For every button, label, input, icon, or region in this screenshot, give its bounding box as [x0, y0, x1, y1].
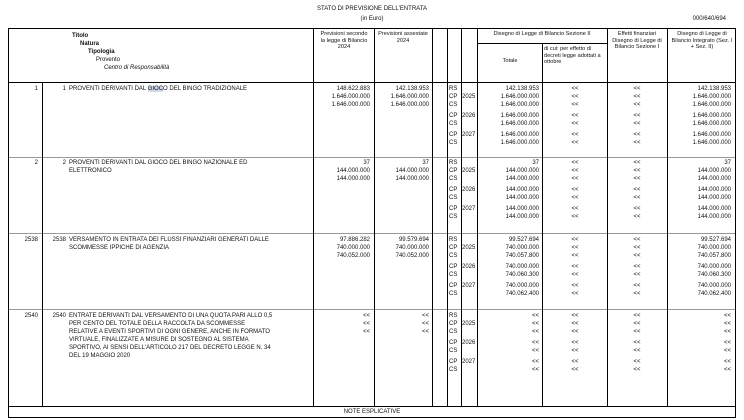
- row-code-b: 2540: [52, 313, 66, 319]
- row-description-line: ELETTRONICO: [69, 168, 112, 174]
- line-type-code: CP: [449, 168, 458, 174]
- di-cui-value: <<: [571, 214, 579, 220]
- line-year: 2026: [462, 264, 476, 270]
- totale-value: 1.646.000.000: [500, 132, 539, 138]
- header-di-cui: di cui: per effetto di decreti legge adottati a ottobre: [544, 46, 601, 66]
- row-description-line: ENTRATE DERIVANTI DAL VERSAMENTO DI UNA QUOTA PARI ALLO 0,5: [69, 313, 273, 319]
- di-cui-value: <<: [571, 94, 579, 100]
- line-type-code: CS: [449, 140, 458, 146]
- di-cui-value: <<: [571, 253, 579, 259]
- di-cui-value: <<: [571, 313, 579, 319]
- header-integrato: Disegno di Legge di Bilancio Integrato (Sez. I + Sez. II): [671, 31, 733, 51]
- line-year: 2026: [462, 187, 476, 193]
- line-year: 2027: [462, 206, 476, 212]
- row-code-a: 2538: [24, 237, 38, 243]
- row-code-a: 1: [34, 86, 38, 92]
- di-cui-value: <<: [571, 132, 579, 138]
- line-type-code: CS: [449, 121, 458, 127]
- integrato-value: 142.138.953: [697, 86, 731, 92]
- line-year: 2026: [462, 340, 476, 346]
- line-year: 2027: [462, 359, 476, 365]
- totale-value: 144.000.000: [505, 168, 539, 174]
- line-year: 2025: [462, 321, 476, 327]
- integrato-value: 1.646.000.000: [692, 132, 731, 138]
- row-code-a: 2: [34, 160, 38, 166]
- effetti-value: <<: [633, 195, 641, 201]
- prev-iniziali-value: <<: [362, 313, 370, 319]
- effetti-value: <<: [633, 176, 641, 182]
- totale-value: 144.000.000: [505, 214, 539, 220]
- di-cui-value: <<: [571, 121, 579, 127]
- integrato-value: 1.646.000.000: [692, 94, 731, 100]
- header-provento: Provento: [96, 57, 121, 63]
- prev-assestate-value: 99.579.694: [398, 237, 429, 243]
- prev-iniziali-value: 148.622.883: [336, 86, 370, 92]
- prev-iniziali-value: 1.646.000.000: [331, 102, 370, 108]
- integrato-value: <<: [723, 359, 731, 365]
- integrato-value: 144.000.000: [697, 168, 731, 174]
- integrato-value: 1.646.000.000: [692, 140, 731, 146]
- integrato-value: <<: [723, 321, 731, 327]
- prev-assestate-value: <<: [421, 321, 429, 327]
- totale-value: 1.646.000.000: [500, 140, 539, 146]
- effetti-value: <<: [633, 187, 641, 193]
- line-year: 2025: [462, 94, 476, 100]
- totale-value: 144.000.000: [505, 187, 539, 193]
- prev-iniziali-value: 740.000.000: [336, 245, 370, 251]
- line-type-code: CP: [449, 283, 458, 289]
- line-year: 2025: [462, 245, 476, 251]
- line-type-code: RS: [449, 237, 458, 243]
- integrato-value: 1.646.000.000: [692, 102, 731, 108]
- totale-value: 144.000.000: [505, 195, 539, 201]
- effetti-value: <<: [633, 160, 641, 166]
- di-cui-value: <<: [571, 102, 579, 108]
- effetti-value: <<: [633, 94, 641, 100]
- integrato-value: 1.646.000.000: [692, 113, 731, 119]
- line-type-code: RS: [449, 313, 458, 319]
- notes-heading: NOTE ESPLICATIVE: [343, 409, 401, 415]
- prev-assestate-value: 144.000.000: [395, 176, 429, 182]
- integrato-value: 144.000.000: [697, 176, 731, 182]
- effetti-value: <<: [633, 245, 641, 251]
- di-cui-value: <<: [571, 160, 579, 166]
- integrato-value: <<: [723, 313, 731, 319]
- line-type-code: CP: [449, 264, 458, 270]
- prev-iniziali-value: 37: [363, 160, 370, 166]
- effetti-value: <<: [633, 121, 641, 127]
- di-cui-value: <<: [571, 367, 579, 373]
- row-description-line: SPORTIVO, AI SENSI DELL'ARTICOLO 217 DEL DECRETO LEGGE N. 34: [69, 345, 271, 351]
- totale-value: 37: [532, 160, 539, 166]
- prev-assestate-value: 740.000.000: [395, 245, 429, 251]
- di-cui-value: <<: [571, 187, 579, 193]
- effetti-value: <<: [633, 329, 641, 335]
- effetti-value: <<: [633, 321, 641, 327]
- effetti-value: <<: [633, 264, 641, 270]
- row-code-b: 2: [62, 160, 66, 166]
- totale-value: 1.646.000.000: [500, 113, 539, 119]
- effetti-value: <<: [633, 86, 641, 92]
- integrato-value: 99.527.694: [700, 237, 731, 243]
- line-type-code: RS: [449, 86, 458, 92]
- integrato-value: 144.000.000: [697, 187, 731, 193]
- prev-assestate-value: 740.052.000: [395, 253, 429, 259]
- line-type-code: CP: [449, 206, 458, 212]
- header-tipologia: Tipologia: [88, 49, 115, 55]
- row-description: PROVENTI DERIVANTI DAL GIOCO DEL BINGO TRADIZIONALE: [69, 86, 248, 92]
- effetti-value: <<: [633, 237, 641, 243]
- line-type-code: CP: [449, 132, 458, 138]
- row-description-line: VERSAMENTO IN ENTRATA DEI FLUSSI FINANZIARI GENERATI DALLE: [69, 237, 269, 243]
- di-cui-value: <<: [571, 359, 579, 365]
- di-cui-value: <<: [571, 272, 579, 278]
- totale-value: 740.060.300: [505, 272, 539, 278]
- line-type-code: CP: [449, 245, 458, 251]
- page-title: STATO DI PREVISIONE DELL'ENTRATA: [317, 6, 427, 12]
- prev-iniziali-value: 97.886.282: [339, 237, 370, 243]
- effetti-value: <<: [633, 168, 641, 174]
- effetti-value: <<: [633, 313, 641, 319]
- totale-value: 1.646.000.000: [500, 102, 539, 108]
- totale-value: 740.000.000: [505, 283, 539, 289]
- line-type-code: CS: [449, 102, 458, 108]
- di-cui-value: <<: [571, 329, 579, 335]
- totale-value: 144.000.000: [505, 176, 539, 182]
- integrato-value: 37: [724, 160, 731, 166]
- header-centro: Centro di Responsabilità: [104, 65, 170, 71]
- integrato-value: 740.062.400: [697, 291, 731, 297]
- di-cui-value: <<: [571, 348, 579, 354]
- line-year: 2026: [462, 113, 476, 119]
- row-description-line: PROVENTI DERIVANTI DAL GIOCO DEL BINGO NAZIONALE ED: [69, 160, 248, 166]
- totale-value: <<: [531, 321, 539, 327]
- header-disegno-group: Disegno di Legge di Bilancio Sezione II: [493, 31, 591, 37]
- line-type-code: CS: [449, 329, 458, 335]
- line-type-code: CS: [449, 176, 458, 182]
- header-effetti: Effetti finanziari Disegno di Legge di Bilancio Sezione I: [612, 31, 662, 51]
- totale-value: 142.138.953: [505, 86, 539, 92]
- integrato-value: <<: [723, 329, 731, 335]
- line-year: 2025: [462, 168, 476, 174]
- prev-assestate-value: <<: [421, 329, 429, 335]
- prev-assestate-value: 1.646.000.000: [390, 94, 429, 100]
- row-description-line: VIRTUALE, FINALIZZATE A MISURE DI SOSTEGNO AL SISTEMA: [69, 337, 249, 343]
- effetti-value: <<: [633, 283, 641, 289]
- totale-value: 1.646.000.000: [500, 94, 539, 100]
- integrato-value: 740.000.000: [697, 245, 731, 251]
- effetti-value: <<: [633, 367, 641, 373]
- header-prev-assestate: Previsioni assestate 2024: [378, 31, 428, 44]
- line-type-code: RS: [449, 160, 458, 166]
- di-cui-value: <<: [571, 245, 579, 251]
- di-cui-value: <<: [571, 113, 579, 119]
- totale-value: <<: [531, 367, 539, 373]
- integrato-value: 740.000.000: [697, 283, 731, 289]
- effetti-value: <<: [633, 359, 641, 365]
- integrato-value: 144.000.000: [697, 214, 731, 220]
- row-code-b: 1: [62, 86, 66, 92]
- row-description-line: DEL 19 MAGGIO 2020: [69, 353, 131, 359]
- row-description-line: RELATIVE A EVENTI SPORTIVI DI OGNI GENERE, ANCHE IN FORMATO: [69, 329, 270, 335]
- effetti-value: <<: [633, 102, 641, 108]
- effetti-value: <<: [633, 206, 641, 212]
- row-description-line: SCOMMESSE IPPICHE DI AGENZIA: [69, 245, 170, 251]
- line-type-code: CP: [449, 187, 458, 193]
- line-year: 2027: [462, 132, 476, 138]
- document-code: 000/640/694: [692, 16, 726, 22]
- effetti-value: <<: [633, 340, 641, 346]
- prev-iniziali-value: 144.000.000: [336, 176, 370, 182]
- integrato-value: <<: [723, 348, 731, 354]
- totale-value: <<: [531, 329, 539, 335]
- di-cui-value: <<: [571, 237, 579, 243]
- prev-iniziali-value: 144.000.000: [336, 168, 370, 174]
- prev-assestate-value: 142.138.953: [395, 86, 429, 92]
- totale-value: <<: [531, 313, 539, 319]
- di-cui-value: <<: [571, 321, 579, 327]
- effetti-value: <<: [633, 140, 641, 146]
- line-year: 2027: [462, 283, 476, 289]
- integrato-value: 144.000.000: [697, 206, 731, 212]
- totale-value: 99.527.694: [508, 237, 539, 243]
- line-type-code: CP: [449, 359, 458, 365]
- prev-assestate-value: 144.000.000: [395, 168, 429, 174]
- prev-assestate-value: <<: [421, 313, 429, 319]
- effetti-value: <<: [633, 272, 641, 278]
- di-cui-value: <<: [571, 168, 579, 174]
- line-type-code: CS: [449, 348, 458, 354]
- integrato-value: 144.000.000: [697, 195, 731, 201]
- effetti-value: <<: [633, 132, 641, 138]
- integrato-value: 740.057.800: [697, 253, 731, 259]
- line-type-code: CS: [449, 367, 458, 373]
- row-description-line: PER CENTO DEL TOTALE DELLA RACCOLTA DA SCOMMESSE: [69, 321, 246, 327]
- line-type-code: CS: [449, 291, 458, 297]
- totale-value: <<: [531, 340, 539, 346]
- di-cui-value: <<: [571, 195, 579, 201]
- header-totale: Totale: [502, 58, 518, 64]
- effetti-value: <<: [633, 113, 641, 119]
- totale-value: 740.000.000: [505, 264, 539, 270]
- di-cui-value: <<: [571, 86, 579, 92]
- header-natura: Natura: [80, 41, 100, 47]
- di-cui-value: <<: [571, 140, 579, 146]
- line-type-code: CP: [449, 340, 458, 346]
- prev-iniziali-value: <<: [362, 321, 370, 327]
- effetti-value: <<: [633, 348, 641, 354]
- di-cui-value: <<: [571, 291, 579, 297]
- totale-value: 1.646.000.000: [500, 121, 539, 127]
- header-titolo: Titolo: [72, 33, 89, 39]
- row-code-a: 2540: [24, 313, 38, 319]
- line-type-code: CS: [449, 195, 458, 201]
- line-type-code: CS: [449, 272, 458, 278]
- di-cui-value: <<: [571, 340, 579, 346]
- line-type-code: CS: [449, 253, 458, 259]
- di-cui-value: <<: [571, 283, 579, 289]
- row-code-b: 2538: [52, 237, 66, 243]
- totale-value: 144.000.000: [505, 206, 539, 212]
- totale-value: 740.000.000: [505, 245, 539, 251]
- integrato-value: 740.060.300: [697, 272, 731, 278]
- page-subtitle: (in Euro): [360, 16, 384, 22]
- totale-value: 740.057.800: [505, 253, 539, 259]
- prev-iniziali-value: 740.052.000: [336, 253, 370, 259]
- effetti-value: <<: [633, 291, 641, 297]
- di-cui-value: <<: [571, 176, 579, 182]
- line-type-code: CP: [449, 113, 458, 119]
- effetti-value: <<: [633, 253, 641, 259]
- integrato-value: <<: [723, 367, 731, 373]
- totale-value: <<: [531, 359, 539, 365]
- prev-iniziali-value: <<: [362, 329, 370, 335]
- line-type-code: CS: [449, 214, 458, 220]
- integrato-value: 1.646.000.000: [692, 121, 731, 127]
- prev-iniziali-value: 1.646.000.000: [331, 94, 370, 100]
- prev-assestate-value: 37: [422, 160, 429, 166]
- di-cui-value: <<: [571, 264, 579, 270]
- integrato-value: 740.000.000: [697, 264, 731, 270]
- integrato-value: <<: [723, 340, 731, 346]
- header-prev-iniziali: Previsioni secondo la legge di Bilancio 2024: [320, 31, 368, 51]
- effetti-value: <<: [633, 214, 641, 220]
- prev-assestate-value: 1.646.000.000: [390, 102, 429, 108]
- di-cui-value: <<: [571, 206, 579, 212]
- line-type-code: CP: [449, 94, 458, 100]
- line-type-code: CP: [449, 321, 458, 327]
- totale-value: 740.062.400: [505, 291, 539, 297]
- totale-value: <<: [531, 348, 539, 354]
